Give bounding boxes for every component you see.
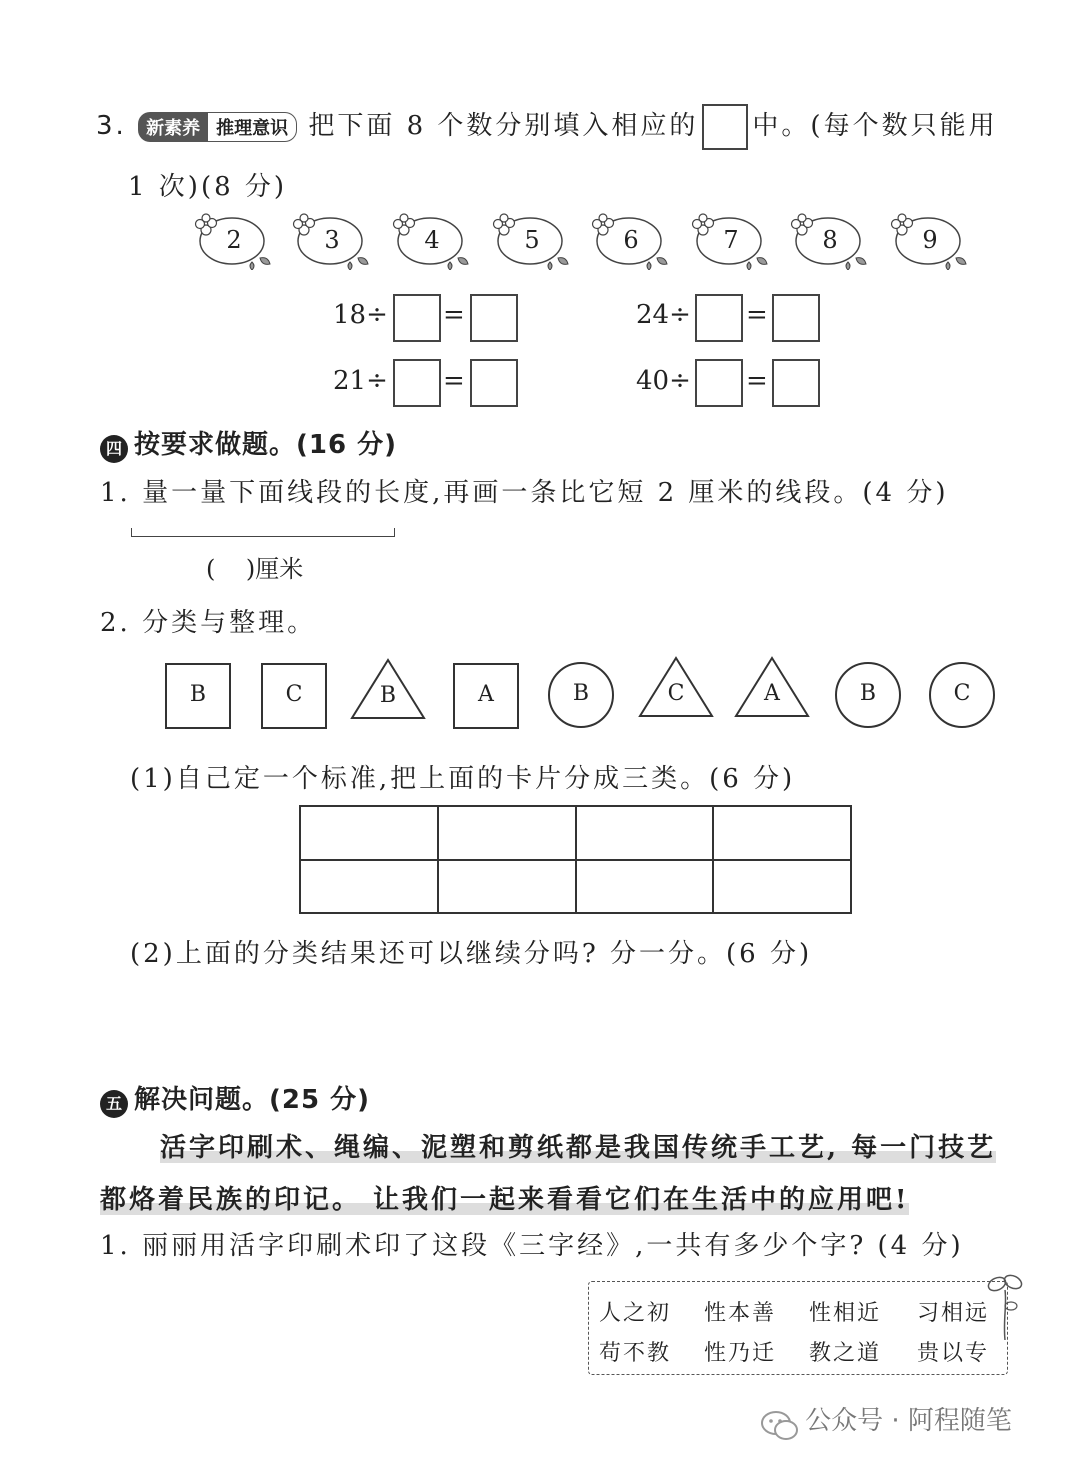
watermark-text: 公众号 · 阿程随笔	[805, 1406, 1012, 1436]
table-row	[300, 860, 851, 914]
number-flower-6	[587, 210, 671, 270]
sec4-sub2: (2)上面的分类结果还可以继续分吗? 分一分。(6 分)	[130, 939, 813, 969]
card-triangle	[638, 656, 714, 718]
intro-text: 都烙着民族的印记。 让我们一起来看看它们在生活中的应用吧!	[100, 1185, 910, 1215]
card-triangle	[350, 658, 426, 720]
q3-line1	[96, 104, 998, 150]
equation-left: 18÷	[333, 300, 388, 330]
sec4-q2: 2. 分类与整理。	[100, 608, 317, 638]
section-number-icon: 四	[100, 435, 128, 463]
number-flower-7	[687, 210, 771, 270]
card-circle	[929, 662, 995, 728]
number-flower-4	[388, 210, 472, 270]
table-cell[interactable]	[713, 806, 851, 860]
divisor-box[interactable]	[393, 294, 441, 342]
length-answer-blank[interactable]: ( )厘米	[206, 555, 304, 583]
quotient-box[interactable]	[772, 359, 820, 407]
sec5-intro-line2	[100, 1179, 909, 1216]
card-label: B	[572, 681, 590, 706]
poem-line: 性本善	[704, 1301, 777, 1326]
card-triangle	[734, 656, 810, 718]
card-label: C	[667, 681, 685, 706]
number-flower-8	[786, 210, 870, 270]
table-cell[interactable]	[576, 860, 714, 914]
equals-sign: =	[746, 300, 768, 330]
table-cell[interactable]	[300, 806, 438, 860]
card-label: A	[478, 682, 494, 707]
card-label: C	[285, 682, 303, 707]
poem-line: 教之道	[809, 1341, 882, 1366]
card-square	[261, 663, 327, 729]
quotient-box[interactable]	[470, 294, 518, 342]
divisor-box[interactable]	[695, 294, 743, 342]
card-circle	[548, 662, 614, 728]
equals-sign: =	[443, 300, 465, 330]
q3-text-after: 中。(每个数只能用	[752, 111, 998, 141]
q3-text-before: 把下面 8 个数分别填入相应的	[308, 111, 699, 141]
equals-sign: =	[746, 366, 768, 396]
poem-line: 人之初	[599, 1301, 672, 1326]
number-flower-5	[488, 210, 572, 270]
sec4-sub1: (1)自己定一个标准,把上面的卡片分成三类。(6 分)	[130, 764, 796, 794]
poem-box	[588, 1281, 1008, 1375]
card-label: B	[379, 683, 397, 708]
new-literacy-badge: 新素养	[138, 112, 208, 142]
sec5-q1: 1. 丽丽用活字印刷术印了这段《三字经》,一共有多少个字? (4 分)	[100, 1231, 964, 1261]
card-square	[453, 663, 519, 729]
number-flower-3	[288, 210, 372, 270]
divisor-box[interactable]	[393, 359, 441, 407]
poem-line: 性相近	[809, 1301, 882, 1326]
flower-number: 3	[324, 226, 340, 254]
table-cell[interactable]	[713, 860, 851, 914]
number-flower-2	[190, 210, 274, 270]
reasoning-badge: 推理意识	[208, 112, 297, 142]
sprout-icon	[985, 1270, 1025, 1340]
card-label: A	[764, 681, 780, 706]
poem-line: 苟不教	[599, 1341, 672, 1366]
table-row	[300, 806, 851, 860]
card-label: B	[189, 682, 207, 707]
equation-left: 24÷	[636, 300, 691, 330]
flower-number: 8	[822, 226, 838, 254]
quotient-box[interactable]	[470, 359, 518, 407]
poem-line: 性乃迁	[704, 1341, 777, 1366]
flower-number: 4	[424, 226, 440, 254]
sec5-intro-line1	[160, 1127, 996, 1164]
q3-line2: 1 次)(8 分)	[128, 172, 288, 202]
equation-left: 40÷	[636, 366, 691, 396]
equation-left: 21÷	[333, 366, 388, 396]
divisor-box[interactable]	[695, 359, 743, 407]
section-number-icon: 五	[100, 1090, 128, 1118]
watermark	[760, 1400, 1012, 1442]
segment-end-tick	[131, 528, 132, 537]
sec4-q1: 1. 量一量下面线段的长度,再画一条比它短 2 厘米的线段。(4 分)	[100, 478, 949, 508]
question-number: 3.	[96, 111, 127, 141]
intro-text: 活字印刷术、绳编、泥塑和剪纸都是我国传统手工艺, 每一门技艺	[160, 1133, 997, 1163]
segment-end-tick	[394, 528, 395, 537]
poem-line: 习相远	[917, 1301, 990, 1326]
table-cell[interactable]	[438, 860, 576, 914]
section-5-header	[100, 1079, 370, 1118]
flower-number: 5	[524, 226, 540, 254]
quotient-box[interactable]	[772, 294, 820, 342]
measure-line-segment	[131, 536, 395, 537]
card-label: C	[953, 681, 971, 706]
card-square	[165, 663, 231, 729]
flower-number: 7	[723, 226, 739, 254]
section-4-header	[100, 424, 397, 463]
section-title: 解决问题。(25 分)	[134, 1085, 370, 1115]
answer-box-sample	[702, 104, 748, 150]
poem-line: 贵以专	[917, 1341, 990, 1366]
number-flower-9	[886, 210, 970, 270]
table-cell[interactable]	[300, 860, 438, 914]
flower-number: 6	[623, 226, 639, 254]
wechat-icon	[760, 1408, 800, 1442]
table-cell[interactable]	[438, 806, 576, 860]
card-circle	[835, 662, 901, 728]
section-title: 按要求做题。(16 分)	[134, 430, 397, 460]
flower-number: 9	[922, 226, 938, 254]
flower-number: 2	[226, 226, 242, 254]
table-cell[interactable]	[576, 806, 714, 860]
card-label: B	[859, 681, 877, 706]
equals-sign: =	[443, 366, 465, 396]
classification-table	[299, 805, 852, 914]
